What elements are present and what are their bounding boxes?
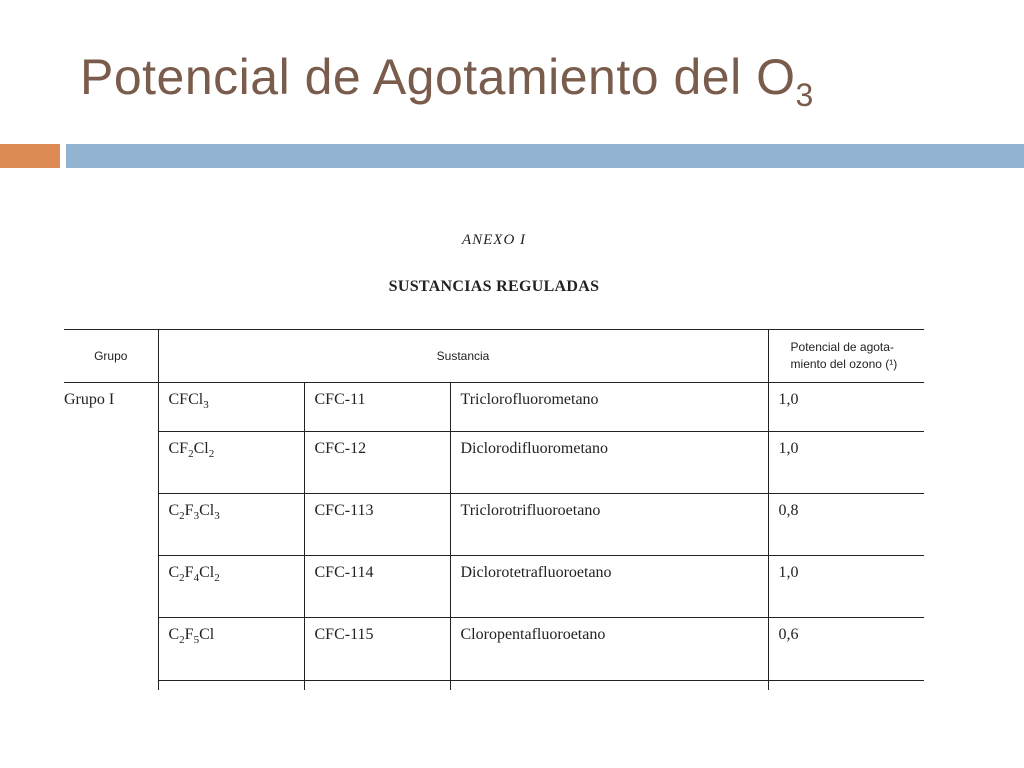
formula-cell: $C_2F_5Cl$ (158, 618, 304, 681)
code-cell: CFC-11 (304, 383, 450, 432)
slide-title-subscript: 3 (795, 77, 814, 113)
header-potencial-line2: miento del ozono (¹) (790, 357, 898, 371)
group-cell (64, 432, 158, 494)
potential-cell: 1,0 (768, 432, 924, 494)
table-row (64, 618, 924, 681)
formula-cell: $C_2F_4Cl_2$ (158, 556, 304, 618)
substances-table (64, 329, 924, 690)
group-cell (64, 494, 158, 556)
name-cell: Cloropentafluoroetano (450, 618, 768, 681)
table-stub-row (64, 681, 924, 690)
code-cell: CFC-113 (304, 494, 450, 556)
table-row (64, 432, 924, 494)
name-cell: Diclorodifluorometano (450, 432, 768, 494)
group-cell (64, 556, 158, 618)
code-cell: CFC-115 (304, 618, 450, 681)
name-cell: Triclorofluorometano (450, 383, 768, 432)
group-cell (64, 618, 158, 681)
formula-cell: $CF_2Cl_2$ (158, 432, 304, 494)
name-cell: Diclorotetrafluoroetano (450, 556, 768, 618)
name-cell: Triclorotrifluoroetano (450, 494, 768, 556)
potential-cell: 1,0 (768, 556, 924, 618)
accent-bar-orange (0, 144, 60, 168)
header-potencial-line1: Potencial de agota- (790, 340, 894, 354)
potential-cell: 0,8 (768, 494, 924, 556)
potential-cell: 0,6 (768, 618, 924, 681)
header-grupo: Grupo (64, 330, 158, 383)
table-body (64, 383, 924, 690)
annex-title: ANEXO I (461, 232, 527, 248)
accent-bar-blue (66, 144, 1024, 168)
formula-cell: CFCl$_3$ (158, 383, 304, 432)
code-cell: CFC-114 (304, 556, 450, 618)
header-sustancia: Sustancia (158, 330, 768, 383)
table-row (64, 383, 924, 432)
table-row (64, 494, 924, 556)
table-row (64, 556, 924, 618)
annex-subtitle: SUSTANCIAS REGULADAS (388, 278, 600, 295)
table-header-row (64, 330, 924, 383)
potential-cell: 1,0 (768, 383, 924, 432)
header-potencial (768, 330, 924, 383)
slide-title (80, 49, 814, 113)
group-cell: Grupo I (64, 383, 158, 432)
formula-cell: $C_2F_3Cl_3$ (158, 494, 304, 556)
slide-title-text: Potencial de Agotamiento del O (80, 49, 796, 105)
code-cell: CFC-12 (304, 432, 450, 494)
